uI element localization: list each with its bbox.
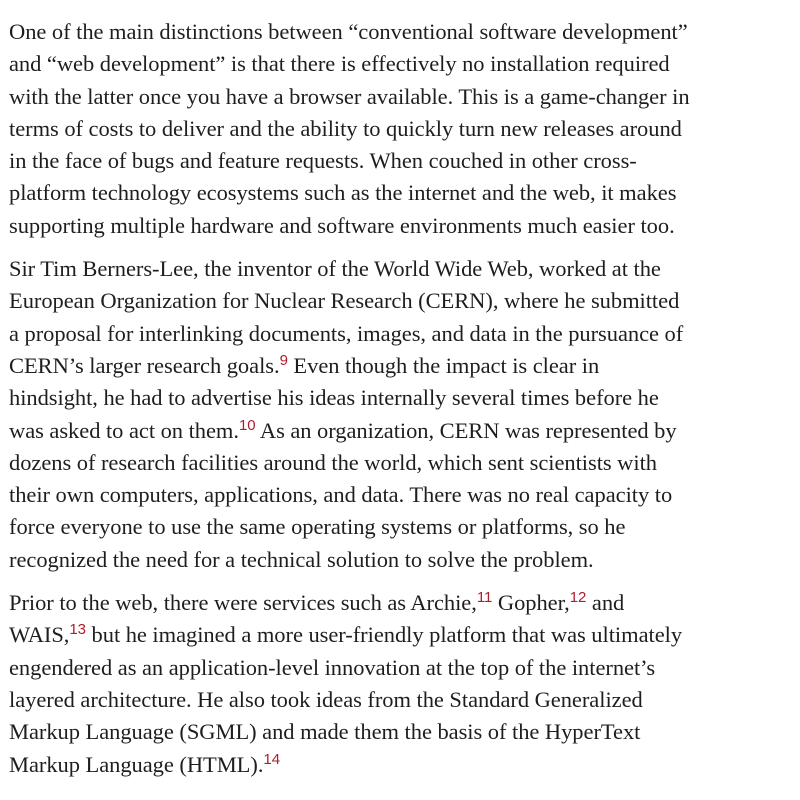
footnote-link-12[interactable]: 12: [569, 589, 587, 607]
text-line: [9, 587, 790, 619]
footnote-link-13[interactable]: 13: [69, 621, 86, 639]
text-line: engendered as an application-level innovation at the top of the internet’s: [9, 654, 656, 680]
text-segment: Even though the impact is clear in: [287, 352, 600, 378]
paragraph-1: [9, 16, 790, 242]
text-segment: Gopher,: [492, 590, 570, 616]
text-segment: Markup Language (HTML).: [9, 751, 264, 777]
text-line: [9, 415, 790, 447]
text-line: platform technology ecosystems such as the internet and the web, it makes: [9, 180, 677, 206]
text-segment: but he imagined a more user-friendly platform that was ultimately: [85, 622, 683, 648]
text-line: force everyone to use the same operating systems or platforms, so he: [9, 514, 626, 540]
text-line: and “web development” is that there is effectively no installation required: [9, 51, 670, 77]
footnote-link-9[interactable]: 9: [279, 351, 288, 369]
text-segment: and: [586, 590, 625, 616]
text-line: layered architecture. He also took ideas from the Standard Generalized: [9, 686, 643, 712]
paragraph-3: [9, 587, 790, 781]
text-segment: CERN’s larger research goals.: [9, 352, 280, 378]
text-line: Markup Language (SGML) and made them the basis of the HyperText: [9, 719, 641, 745]
text-line: recognized the need for a technical solution to solve the problem.: [9, 546, 594, 572]
paragraph-2: [9, 253, 790, 576]
footnote-link-14[interactable]: 14: [263, 750, 280, 768]
text-segment: was asked to act on them.: [9, 417, 239, 443]
text-segment: Prior to the web, there were services such as Archie,: [9, 590, 477, 616]
text-segment: WAIS,: [9, 622, 70, 648]
text-line: a proposal for interlinking documents, images, and data in the pursuance of: [9, 320, 684, 346]
footnote-link-10[interactable]: 10: [238, 416, 256, 434]
text-line: One of the main distinctions between “conventional software development”: [9, 19, 688, 44]
text-line: [9, 749, 790, 781]
text-line: [9, 619, 790, 651]
text-line: [9, 350, 790, 382]
text-line: in the face of bugs and feature requests. When couched in other cross-: [9, 148, 637, 174]
text-line: European Organization for Nuclear Research (CERN), where he submitted: [9, 288, 680, 314]
text-segment: As an organization, CERN was represented by: [255, 417, 677, 443]
text-line: supporting multiple hardware and software environments much easier too.: [9, 212, 675, 238]
text-line: their own computers, applications, and data. There was no real capacity to: [9, 482, 673, 508]
text-line: hindsight, he had to advertise his ideas internally several times before he: [9, 385, 659, 411]
text-line: terms of costs to deliver and the ability to quickly turn new releases around: [9, 115, 682, 141]
footnote-link-11[interactable]: 11: [476, 589, 493, 607]
text-line: dozens of research facilities around the world, which sent scientists with: [9, 449, 657, 475]
text-line: with the latter once you have a browser available. This is a game-changer in: [9, 83, 690, 109]
text-line: Sir Tim Berners-Lee, the inventor of the World Wide Web, worked at the: [9, 256, 661, 282]
